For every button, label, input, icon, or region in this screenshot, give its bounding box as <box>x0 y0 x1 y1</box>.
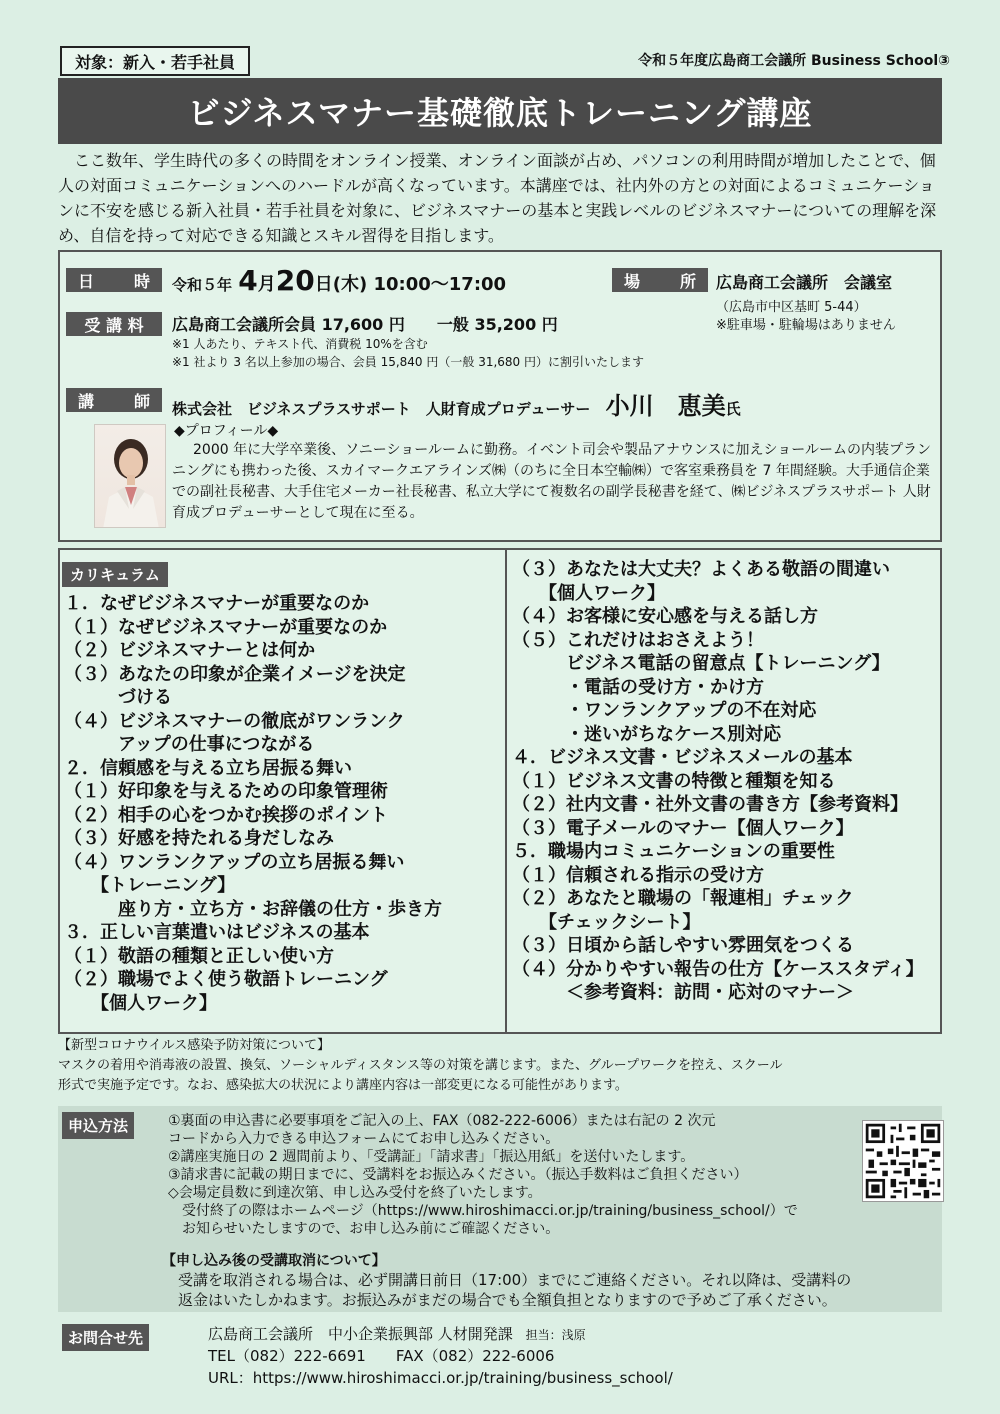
fee-note-2: ※1 社より 3 名以上参加の場合、会員 15,840 円（一般 31,680 円）に割引いたします <box>172 355 645 369</box>
curriculum-item: （１）なぜビジネスマナーが重要なのか <box>64 616 388 638</box>
fee-tag <box>66 312 162 336</box>
date-tag <box>66 268 162 292</box>
fee-tag-text: 受 講 料 <box>84 315 144 335</box>
curriculum-item: 【チェックシート】 <box>512 911 701 933</box>
date-value <box>172 264 506 297</box>
lecturer-photo <box>94 424 166 528</box>
apply-line: お知らせいたしますので、お申し込み前にご確認ください。 <box>168 1221 560 1237</box>
page-title <box>58 78 942 144</box>
title-text: ビジネスマナー基礎徹底トレーニング講座 <box>187 94 813 132</box>
fee-main: 広島商工会議所会員 17,600 円 一般 35,200 円 <box>172 315 558 334</box>
curriculum-left-column <box>64 592 500 1015</box>
curriculum-item: （４）お客様に安心感を与える話し方 <box>512 606 818 627</box>
curriculum-item: （３）あなたの印象が企業イメージを決定 <box>64 663 406 685</box>
cancel-text <box>178 1270 851 1310</box>
curriculum-item: ビジネス電話の留意点【トレーニング】 <box>512 653 890 674</box>
apply-line: 受付終了の際はホームページ（https://www.hiroshimacci.or.jp/training/business_school/）で <box>168 1203 798 1219</box>
portrait-illustration <box>95 425 166 528</box>
curriculum-item: （１）信頼される指示の受け方 <box>512 864 764 886</box>
curriculum-item: （２）職場でよく使う敬語トレーニング <box>64 969 388 990</box>
curriculum-item: ３．正しい言葉遣いはビジネスの基本 <box>64 922 370 943</box>
place-note: ※駐車場・駐輪場はありません <box>716 318 896 333</box>
date-weekday: (木) <box>332 274 368 295</box>
covid-title: 【新型コロナウイルス感染予防対策について】 <box>58 1038 330 1053</box>
place-address: （広島市中区基町 5-44） <box>716 300 867 315</box>
date-day-unit: 日 <box>314 274 333 295</box>
lecturer-line <box>172 386 741 421</box>
apply-instructions <box>168 1112 858 1238</box>
curriculum-divider <box>505 548 507 1034</box>
apply-line: ③請求書に記載の期日までに、受講料をお振込みください。（振込手数料はご負担ください） <box>168 1167 748 1183</box>
curriculum-item: ２．信頼感を与える立ち居振る舞い <box>64 757 352 779</box>
curriculum-item: １．なぜビジネスマナーが重要なのか <box>64 593 370 614</box>
covid-text-1: マスクの着用や消毒液の設置、換気、ソーシャルディスタンス等の対策を講じます。また、グループワークを控え、スクール <box>58 1058 783 1073</box>
curriculum-item: （３）あなたは大丈夫？よくある敬語の間違い <box>512 559 890 580</box>
qr-code-icon <box>863 1121 943 1201</box>
curriculum-item: づける <box>64 687 172 708</box>
lecturer-tag-char-2: 師 <box>133 391 150 411</box>
covid-notice <box>58 1036 942 1098</box>
date-era: 令和５年 <box>172 276 233 294</box>
intro-paragraph: ここ数年、学生時代の多くの時間をオンライン授業、オンライン面談が占め、パソコンの利用時間が増加したことで、個人の対面コミュニケーションへのハードルが高くなっています。本講座では、社内外の方との対面によるコミュニケーションに不安を感じる新入社員・若手社員を対象に、ビジネスマナーの基本と実践レベルのビジネスマナーについての理解を深め、自信を持って対応できる知識とスキル習得を目指します。 <box>58 151 937 245</box>
curriculum-item: ＜参考資料：訪問・応対のマナー＞ <box>512 982 854 1003</box>
date-tag-char-2: 時 <box>133 271 150 291</box>
contact-label: お問合せ先 <box>62 1324 149 1351</box>
cancel-title: 【申し込み後の受講取消について】 <box>162 1253 386 1269</box>
date-time: 10:00〜17:00 <box>373 274 507 295</box>
apply-label: 申込方法 <box>62 1112 134 1139</box>
apply-line: ②講座実施日の 2 週間前より、「受講証」「請求書」「振込用紙」を送付いたします。 <box>168 1149 695 1165</box>
curriculum-right-column <box>512 558 940 1005</box>
curriculum-item: （２）社内文書・社外文書の書き方【参考資料】 <box>512 794 908 815</box>
curriculum-item: 【トレーニング】 <box>64 875 236 896</box>
curriculum-item: （３）日頃から話しやすい雰囲気をつくる <box>512 935 854 956</box>
curriculum-item: 座り方・立ち方・お辞儀の仕方・歩き方 <box>64 898 442 920</box>
curriculum-item: ・電話の受け方・かけ方 <box>512 676 764 698</box>
contact-org: 広島商工会議所 中小企業振興部 人材開発課 <box>208 1325 513 1343</box>
profile-title: ◆プロフィール◆ <box>174 423 279 439</box>
curriculum-item: ４．ビジネス文書・ビジネスメールの基本 <box>512 747 853 768</box>
curriculum-item: （１）好印象を与えるための印象管理術 <box>64 781 388 802</box>
curriculum-item: ５．職場内コミュニケーションの重要性 <box>512 841 835 862</box>
cancel-text-1: 受講を取消される場合は、必ず開講日前日（17:00）までにご連絡ください。それ以降は、受講料の <box>178 1271 852 1289</box>
date-tag-char-1: 日 <box>78 271 95 291</box>
contact-person: 担当：浅原 <box>525 1328 586 1342</box>
contact-url[interactable]: URL：https://www.hiroshimacci.or.jp/training/business_school/ <box>208 1369 673 1387</box>
curriculum-item: （１）ビジネス文書の特徴と種類を知る <box>512 770 836 792</box>
qr-code[interactable] <box>862 1120 944 1202</box>
curriculum-item: （５）これだけはおさえよう！ <box>512 629 764 651</box>
curriculum-item: （２）ビジネスマナーとは何か <box>64 640 316 661</box>
curriculum-item: （２）相手の心をつかむ挨拶のポイント <box>64 804 388 826</box>
curriculum-item: アップの仕事につながる <box>64 734 315 755</box>
apply-line: コードから入力できる申込フォームにてお申し込みください。 <box>168 1131 560 1147</box>
lecturer-tag-char-1: 講 <box>78 391 95 411</box>
lecturer-org: 株式会社 ビジネスプラスサポート 人財育成プロデューサー <box>172 400 591 418</box>
date-day: 20 <box>275 264 315 297</box>
lecturer-name: 小川 恵美 <box>605 392 726 420</box>
curriculum-item: （４）ビジネスマナーの徹底がワンランク <box>64 710 405 732</box>
curriculum-item: （４）分かりやすい報告の仕方【ケーススタディ】 <box>512 958 924 980</box>
curriculum-item: （１）敬語の種類と正しい使い方 <box>64 945 334 967</box>
curriculum-item: （４）ワンランクアップの立ち居振る舞い <box>64 851 405 873</box>
curriculum-item: （２）あなたと職場の「報連相」チェック <box>512 888 854 909</box>
covid-text-2: 形式で実施予定です。なお、感染拡大の状況により講座内容は一部変更になる可能性があります。 <box>58 1078 628 1093</box>
contact-org-line <box>208 1324 586 1345</box>
place-tag-char-2: 所 <box>679 271 696 291</box>
date-month: 4 <box>238 264 258 297</box>
lecturer-suffix: 氏 <box>725 400 741 418</box>
fee-note-1: ※1 人あたり、テキスト代、消費税 10%を含む <box>172 337 428 351</box>
target-audience-text: 対象：新入・若手社員 <box>74 52 235 72</box>
curriculum-item: ・ワンランクアップの不在対応 <box>512 700 817 721</box>
curriculum-item: （３）好感を持たれる身だしなみ <box>64 828 334 849</box>
curriculum-item: 【個人ワーク】 <box>512 582 665 604</box>
contact-phone-fax: TEL（082）222-6691 FAX（082）222-6006 <box>208 1347 555 1365</box>
place-tag-char-1: 場 <box>624 271 641 291</box>
cancel-text-2: 返金はいたしかねます。お振込みがまだの場合でも全額負担となりますので予めご了承ください。 <box>178 1291 837 1309</box>
place-tag <box>612 268 708 292</box>
curriculum-label: カリキュラム <box>62 562 168 587</box>
date-month-unit: 月 <box>257 274 276 295</box>
place-name: 広島商工会議所 会議室 <box>716 273 893 292</box>
target-audience-box <box>60 46 250 76</box>
lecturer-tag <box>66 388 162 412</box>
curriculum-item: 【個人ワーク】 <box>64 992 217 1014</box>
apply-line: ◇会場定員数に到達次第、申し込み受付を終了いたします。 <box>168 1185 542 1201</box>
curriculum-item: （３）電子メールのマナー【個人ワーク】 <box>512 817 854 839</box>
curriculum-item: ・迷いがちなケース別対応 <box>512 723 782 745</box>
profile-text: 2000 年に大学卒業後、ソニーショールームに勤務。イベント司会や製品アナウンスに加えショールームの内装プランニングにも携わった後、スカイマークエアラインズ㈱（のちに全日本空輸㈱）で客室乗務員を 7 年間経験。大手通信企業での副社長秘書、大手住宅メーカー社長秘書、私立大学にて複数名の副学長秘書を経て、㈱ビジネスプラスサポート 人財育成プロデューサーとして現在に至る。 <box>172 442 931 521</box>
series-label: 令和５年度広島商工会議所 Business School③ <box>638 53 950 69</box>
apply-line: ①裏面の申込書に必要事項をご記入の上、FAX（082-222-6006）または右記の 2 次元 <box>168 1113 716 1129</box>
